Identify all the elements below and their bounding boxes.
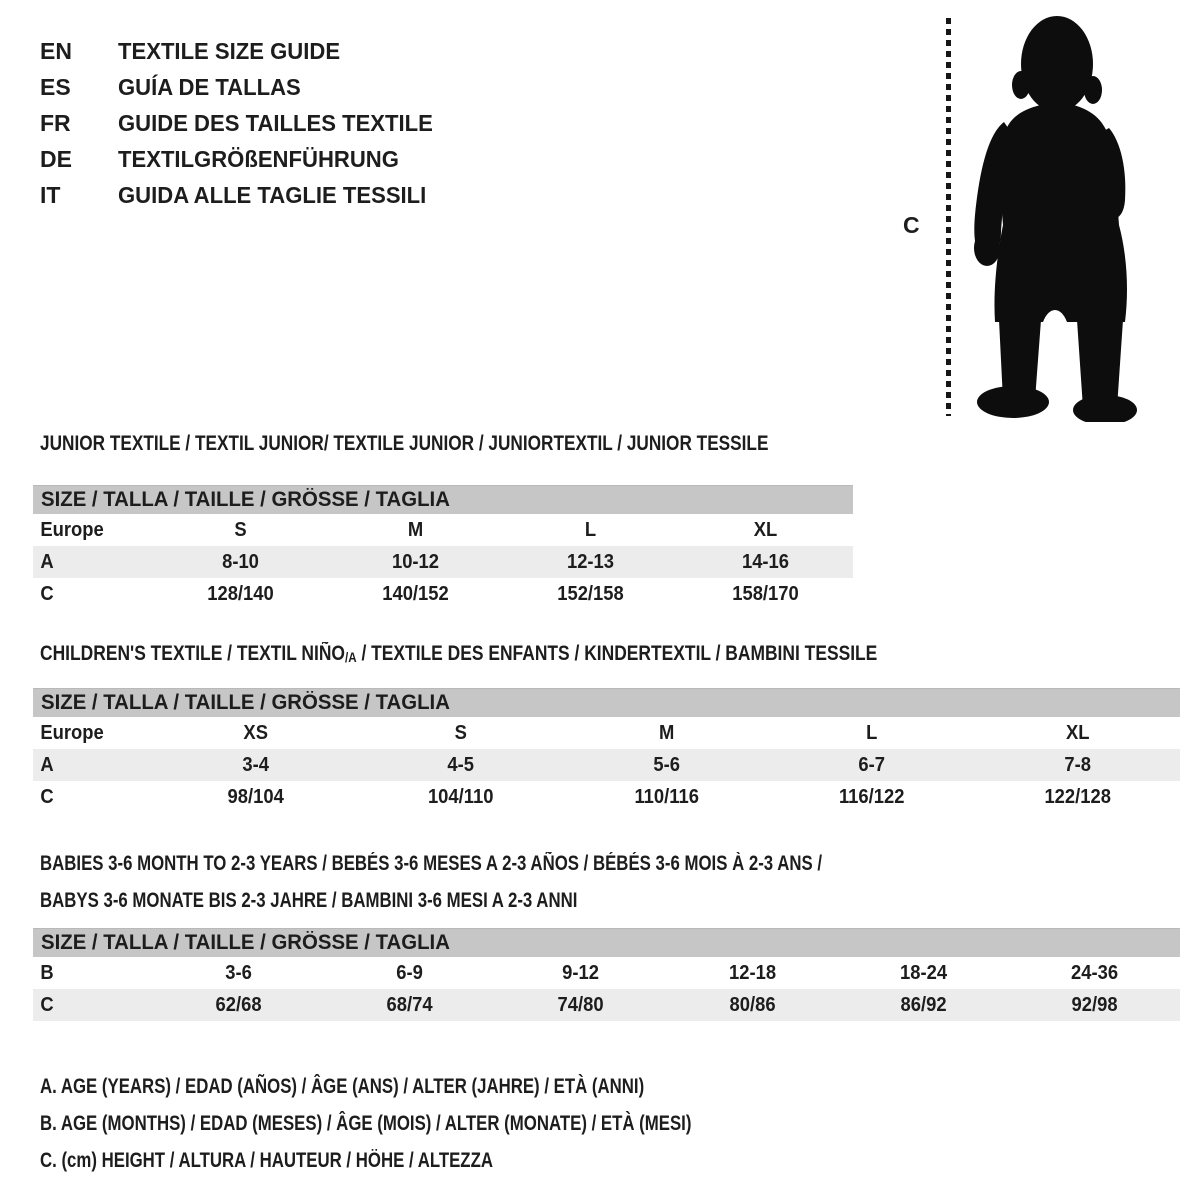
language-label: GUÍA DE TALLAS xyxy=(118,74,301,100)
table-row-c xyxy=(33,781,1180,813)
value-cell: 6-7 xyxy=(858,754,886,776)
language-row-fr xyxy=(40,105,446,141)
size-header-bar xyxy=(33,485,853,514)
value-cell: 4-5 xyxy=(447,754,475,776)
value-cell: 122/128 xyxy=(1044,786,1111,808)
column-header-cell: XL xyxy=(1065,722,1090,744)
value-cell: 6-9 xyxy=(396,962,424,984)
toddler-silhouette-image xyxy=(957,10,1142,422)
babies-size-table xyxy=(33,928,1180,1021)
value-cell: 9-12 xyxy=(562,962,600,984)
value-cell: 24-36 xyxy=(1070,962,1118,984)
language-code: FR xyxy=(40,110,71,136)
table-row-c xyxy=(33,989,1180,1021)
value-cell: 14-16 xyxy=(741,551,790,573)
value-cell: 8-10 xyxy=(222,551,259,573)
value-cell: 128/140 xyxy=(207,583,274,605)
section-title-text: JUNIOR TEXTILE / TEXTIL JUNIOR/ TEXTILE JUNIOR / JUNIORTEXTIL / JUNIOR TESSILE xyxy=(40,432,769,455)
value-cell: 152/158 xyxy=(557,583,624,605)
column-header-cell: XL xyxy=(753,519,778,541)
language-label: GUIDE DES TAILLES TEXTILE xyxy=(118,110,433,136)
language-row-es xyxy=(40,69,446,105)
legend xyxy=(40,1068,854,1179)
table-row-a xyxy=(33,546,853,578)
column-header-cell: S xyxy=(454,722,468,744)
column-header-cell: L xyxy=(866,722,878,744)
value-cell: 140/152 xyxy=(382,583,449,605)
value-cell: 18-24 xyxy=(899,962,947,984)
table-header-row xyxy=(33,717,1180,749)
section-title-line1: BABIES 3-6 MONTH TO 2-3 YEARS / BEBÉS 3-6 MESES A 2-3 AÑOS / BÉBÉS 3-6 MOIS À 2-3 ANS / xyxy=(40,852,823,875)
language-list xyxy=(40,33,446,213)
section-title-suffix: / TEXTILE DES ENFANTS / KINDERTEXTIL / BAMBINI TESSILE xyxy=(356,642,878,665)
value-cell: 98/104 xyxy=(227,786,284,808)
column-header-cell: Europe xyxy=(40,519,104,541)
value-cell: 3-4 xyxy=(242,754,269,776)
language-code: DE xyxy=(40,146,72,172)
language-label: TEXTILE SIZE GUIDE xyxy=(118,38,341,64)
column-header-cell: Europe xyxy=(40,722,104,744)
row-label-cell: A xyxy=(40,754,54,776)
value-cell: 80/86 xyxy=(729,994,776,1016)
value-cell: 110/116 xyxy=(634,786,699,808)
section-title-line2: BABYS 3-6 MONATE BIS 2-3 JAHRE / BAMBINI 3-6 MESI A 2-3 ANNI xyxy=(40,889,578,912)
legend-line-text: B. AGE (MONTHS) / EDAD (MESES) / ÂGE (MOIS) / ALTER (MONATE) / ETÀ (MESI) xyxy=(40,1112,692,1135)
language-row-it xyxy=(40,177,446,213)
language-label: TEXTILGRÖßENFÜHRUNG xyxy=(118,146,399,172)
row-label-cell: C xyxy=(40,994,54,1016)
value-cell: 86/92 xyxy=(900,994,947,1016)
section-title-children xyxy=(40,641,1049,670)
value-cell: 5-6 xyxy=(653,754,680,776)
size-header-bar xyxy=(33,928,1180,957)
value-cell: 7-8 xyxy=(1064,754,1091,776)
size-header-text: SIZE / TALLA / TAILLE / GRÖSSE / TAGLIA xyxy=(41,691,450,714)
section-title-junior xyxy=(40,431,928,457)
table-row-b xyxy=(33,957,1180,989)
language-label: GUIDA ALLE TAGLIE TESSILI xyxy=(118,182,427,208)
column-header-cell: S xyxy=(234,519,247,541)
section-title-text xyxy=(40,641,877,670)
section-title-prefix: CHILDREN'S TEXTILE / TEXTIL NIÑO xyxy=(40,642,345,665)
legend-line-c xyxy=(40,1142,854,1179)
height-measure-label: C xyxy=(903,212,920,238)
table-row-a xyxy=(33,749,1180,781)
row-label-cell: A xyxy=(40,551,54,573)
value-cell: 12-18 xyxy=(728,962,776,984)
column-header-cell: L xyxy=(584,519,597,541)
value-cell: 74/80 xyxy=(557,994,604,1016)
value-cell: 158/170 xyxy=(732,583,799,605)
size-header-bar xyxy=(33,688,1180,717)
row-label-cell: C xyxy=(40,583,54,605)
value-cell: 104/110 xyxy=(428,786,494,808)
language-row-en xyxy=(40,33,446,69)
table-header-row xyxy=(33,514,853,546)
row-label-cell: C xyxy=(40,786,54,808)
size-header-text: SIZE / TALLA / TAILLE / GRÖSSE / TAGLIA xyxy=(41,488,450,511)
junior-size-table xyxy=(33,485,853,610)
legend-line-a xyxy=(40,1068,854,1105)
legend-line-b xyxy=(40,1105,854,1142)
children-size-table xyxy=(33,688,1180,813)
value-cell: 10-12 xyxy=(391,551,440,573)
language-row-de xyxy=(40,141,446,177)
legend-line-text: A. AGE (YEARS) / EDAD (AÑOS) / ÂGE (ANS) / ALTER (JAHRE) / ETÀ (ANNI) xyxy=(40,1075,645,1098)
section-title-babies xyxy=(40,845,1018,919)
column-header-cell: M xyxy=(658,722,675,744)
size-header-text: SIZE / TALLA / TAILLE / GRÖSSE / TAGLIA xyxy=(41,931,450,954)
value-cell: 3-6 xyxy=(225,962,252,984)
value-cell: 12-13 xyxy=(566,551,615,573)
height-measure-line xyxy=(946,18,951,416)
table-row-c xyxy=(33,578,853,610)
column-header-cell: M xyxy=(407,519,424,541)
row-label-cell: B xyxy=(40,962,54,984)
language-code: IT xyxy=(40,182,61,208)
value-cell: 92/98 xyxy=(1071,994,1118,1016)
section-title-sub: /A xyxy=(344,649,357,665)
value-cell: 62/68 xyxy=(215,994,262,1016)
value-cell: 68/74 xyxy=(386,994,433,1016)
column-header-cell: XS xyxy=(243,722,268,744)
value-cell: 116/122 xyxy=(839,786,905,808)
legend-line-text: C. (cm) HEIGHT / ALTURA / HAUTEUR / HÖHE / ALTEZZA xyxy=(40,1149,493,1172)
language-code: EN xyxy=(40,38,72,64)
language-code: ES xyxy=(40,74,71,100)
